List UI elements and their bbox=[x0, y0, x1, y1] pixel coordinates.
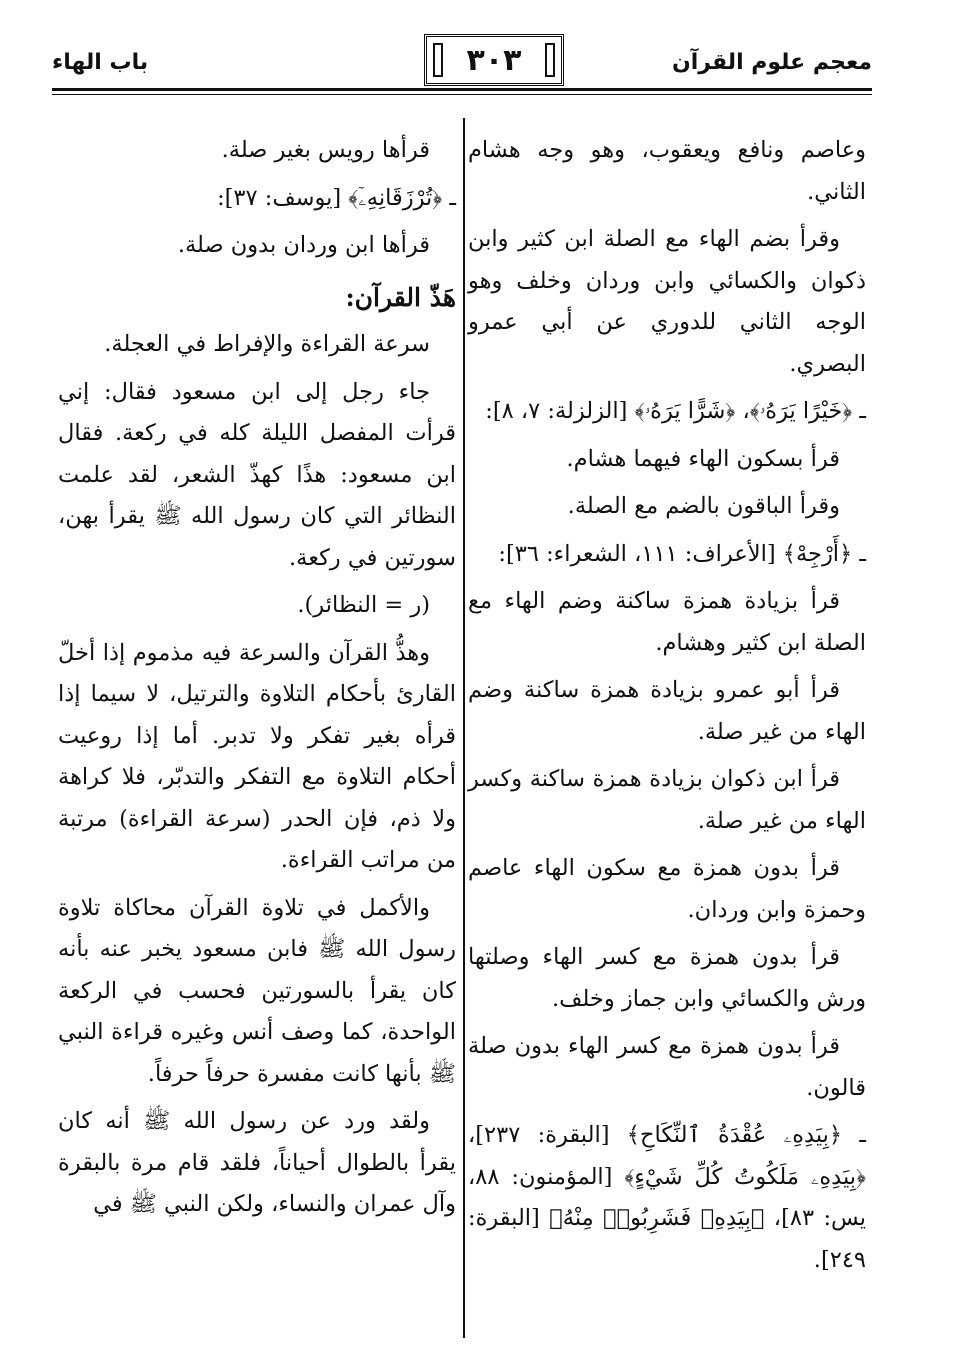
paragraph: ـ ﴿أَرْجِهْ﴾ [الأعراف: ١١١، الشعراء: ٣٦]: bbox=[498, 540, 866, 567]
paragraph: قرأها ابن وردان بدون صلة. bbox=[177, 232, 430, 258]
paragraph: وقرأ الباقون بالضم مع الصلة. bbox=[567, 493, 840, 519]
page-number-frame bbox=[424, 34, 564, 86]
paragraph: قرأ بدون همزة مع كسر الهاء بدون صلة قالون. bbox=[468, 1033, 866, 1101]
paragraph: ـ ﴿تُرْزَقَانِهِۦٓ﴾ [يوسف: ٣٧]: bbox=[217, 184, 456, 211]
right-text-column bbox=[468, 130, 866, 1287]
paragraph: جاء رجل إلى ابن مسعود فقال: إني قرأت المفصل الليلة كله في ركعة. فقال ابن مسعود: هذًا كهذّ الشعر، لقد علمت النظائر التي كان رسول الله ﷺ يقرأ بهن، سورتين في ركعة. bbox=[58, 378, 456, 571]
paragraph: قرأ بدون همزة مع كسر الهاء وصلتها ورش والكسائي وابن جماز وخلف. bbox=[468, 944, 866, 1012]
page-header bbox=[52, 28, 872, 98]
page-number: ٣٠٣ bbox=[466, 42, 522, 78]
column-divider bbox=[463, 118, 465, 1338]
header-rule-thin bbox=[52, 94, 872, 95]
paragraph: ـ ﴿بِيَدِهِۦ عُقْدَةُ ٱلنِّكَاحِ﴾ [البقرة: ٢٣٧]، ﴿بِيَدِهِۦ مَلَكُوتُ كُلِّ شَيْءٍ﴾ [المؤمنون: ٨٨، يس: ٨٣]، ﴿بِيَدِهِۦ فَشَرِبُوا۟ مِنْهُ﴾ [البقرة: ٢٤٩]. bbox=[468, 1122, 867, 1273]
paragraph: ولقد ورد عن رسول الله ﷺ أنه كان يقرأ بالطوال أحياناً، فلقد قام مرة بالبقرة وآل عمران والنساء، ولكن النبي ﷺ في bbox=[58, 1108, 456, 1217]
paragraph: ـ ﴿خَيْرًا يَرَهُۥ﴾، ﴿شَرًّا يَرَهُۥ﴾ [الزلزلة: ٧، ٨]: bbox=[485, 398, 866, 424]
paragraph: وعاصم ونافع ويعقوب، وهو وجه هشام الثاني. bbox=[468, 137, 866, 205]
paragraph: قرأ أبو عمرو بزيادة همزة ساكنة وضم الهاء من غير صلة. bbox=[468, 677, 866, 745]
paragraph: والأكمل في تلاوة القرآن محاكاة تلاوة رسول الله ﷺ فابن مسعود يخبر عنه بأنه كان يقرأ بالسورتين فحسب في الركعة الواحدة، كما وصف أنس وغيره قراءة النبي ﷺ بأنها كانت مفسرة حرفاً حرفاً. bbox=[58, 894, 456, 1087]
chapter-title: باب الهاء bbox=[52, 50, 149, 75]
paragraph: سرعة القراءة والإفراط في العجلة. bbox=[104, 331, 430, 357]
section-heading: هَذّ القرآن: bbox=[345, 282, 456, 312]
paragraph: قرأ بسكون الهاء فيهما هشام. bbox=[566, 445, 840, 472]
paragraph: (ر = النظائر). bbox=[297, 592, 430, 618]
paragraph: قرأ بدون همزة مع سكون الهاء عاصم وحمزة وابن وردان. bbox=[468, 855, 866, 923]
paragraph: قرأها رويس بغير صلة. bbox=[221, 137, 430, 163]
book-title: معجم علوم القرآن bbox=[671, 50, 872, 75]
paragraph: قرأ بزيادة همزة ساكنة وضم الهاء مع الصلة ابن كثير وهشام. bbox=[468, 588, 866, 656]
paragraph: قرأ ابن ذكوان بزيادة همزة ساكنة وكسر الهاء من غير صلة. bbox=[468, 766, 866, 834]
left-text-column bbox=[58, 130, 456, 1232]
paragraph: وقرأ بضم الهاء مع الصلة ابن كثير وابن ذكوان والكسائي وابن وردان وخلف وهو الوجه الثاني للدوري عن أبي عمرو البصري. bbox=[468, 226, 866, 377]
header-rule bbox=[52, 88, 872, 91]
paragraph: وهذُّ القرآن والسرعة فيه مذموم إذا أخلّ القارئ بأحكام التلاوة والترتيل، لا سيما إذا قرأه بغير تفكر ولا تدبر. أما إذا روعيت أحكام التلاوة مع التفكر والتدبّر، فلا كراهة ولا ذم، فإن الحدر (سرعة القراءة) مرتبة من مراتب القراءة. bbox=[58, 639, 456, 873]
